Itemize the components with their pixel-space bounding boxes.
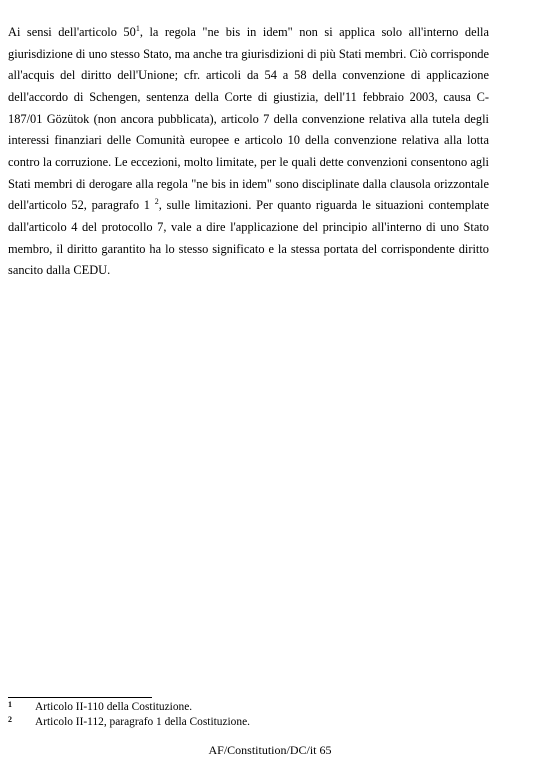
footnote-ref-2: 2 <box>154 197 159 207</box>
footnotes <box>8 700 508 729</box>
footnote-text: Articolo II-112, paragrafo 1 della Costituzione. <box>35 715 250 728</box>
footnote-ref-1: 1 <box>135 24 140 33</box>
footnote-2 <box>8 715 508 730</box>
footnote-number: 1 <box>8 700 12 709</box>
footnote-separator <box>8 697 152 698</box>
main-paragraph <box>8 22 489 282</box>
footnote-text: Articolo II-110 della Costituzione. <box>35 701 193 713</box>
footnote-1 <box>8 700 508 715</box>
paragraph-text-part-2: , la regola "ne bis in idem" non si applica solo all'interno della giurisdizione di uno stesso Stato, ma anche tra giurisdizioni di più Stati membri. Ciò corrisponde all'acquis del diritto dell'Unione; cfr. articoli da 54 a 58 della convenzione di applicazione dell'accordo di Schengen, sentenza della Corte di giustizia, dell'11 febbraio 2003, causa C-187/01 Gözütok (non ancora pubblicata), articolo 7 della convenzione relativa alla tutela degli interessi finanziari delle Comunità europee e articolo 10 della convenzione relativa alla lotta contro la corruzione. Le eccezioni, molto limitate, per le quali dette convenzioni consentono agli Stati membri di derogare alla regola "ne bis in idem" sono disciplinate dalla clausola orizzontale dell'articolo 52, paragrafo 1 <box>8 25 489 213</box>
page-footer-reference: AF/Constitution/DC/it 65 <box>208 743 332 757</box>
footnote-number: 2 <box>8 714 12 724</box>
paragraph-text-part-3: , sulle limitazioni. Per quanto riguarda le situazioni contemplate dall'articolo 4 del protocollo 7, vale a dire l'applicazione del principio all'interno di uno Stato membro, il diritto garantito ha lo stesso significato e la stessa portata del corrispondente diritto sancito dalla CEDU. <box>8 198 489 278</box>
paragraph-text-part-1: Ai sensi dell'articolo 50 <box>8 25 136 39</box>
